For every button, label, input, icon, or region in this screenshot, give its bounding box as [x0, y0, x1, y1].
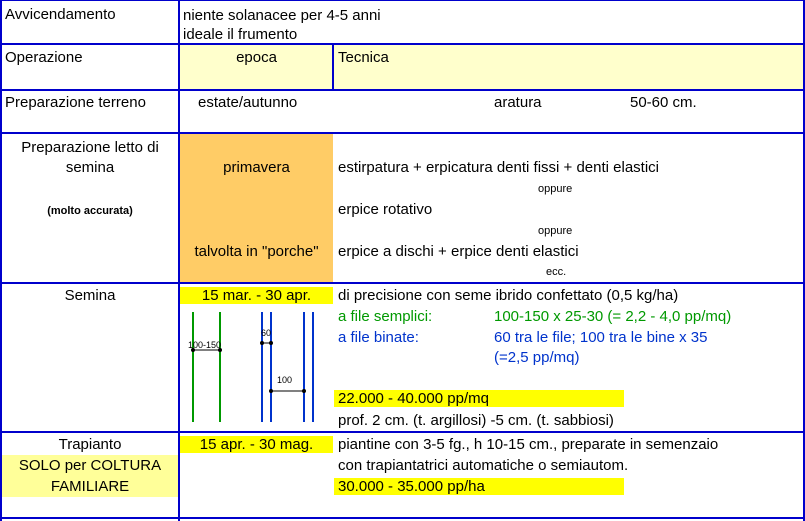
grid-row-4 — [0, 282, 805, 284]
trapianto-epoca: 15 apr. - 30 mag. — [180, 436, 333, 453]
trapianto-label-1: Trapianto — [58, 436, 122, 453]
preparazione-terreno-epoca: estate/autunno — [198, 94, 298, 111]
semina-semplici-value: 100-150 x 25-30 (= 2,2 - 4,0 pp/mq) — [494, 308, 732, 325]
letto-label-1: Preparazione letto di — [21, 139, 159, 156]
letto-tecnica-3: erpice a dischi + erpice denti elastici — [338, 243, 579, 260]
avvicendamento-label: Avvicendamento — [5, 6, 116, 23]
grid-row-2 — [0, 89, 805, 91]
binate-outer-dot-right — [302, 389, 306, 393]
operazione-label: Operazione — [5, 49, 83, 66]
letto-oppure-1: oppure — [538, 183, 573, 195]
preparazione-terreno-tecnica: aratura — [494, 94, 542, 111]
letto-epoca-2: talvolta in "porche" — [194, 243, 319, 260]
tecnica-header: Tecnica — [338, 49, 389, 66]
letto-tecnica-1: estirpatura + erpicatura denti fissi + denti elastici — [338, 159, 659, 176]
trapianto-line-1: piantine con 3-5 fg., h 10-15 cm., preparate in semenzaio — [338, 436, 719, 453]
grid-row-3 — [0, 132, 805, 134]
semina-line-1: di precisione con seme ibrido confettato (0,5 kg/ha) — [338, 287, 679, 304]
epoca-header: epoca — [236, 49, 277, 66]
grid-row-1 — [0, 43, 805, 45]
letto-tecnica-2: erpice rotativo — [338, 201, 433, 218]
grid-row-top — [0, 0, 805, 1]
binate-inner-dot-right — [269, 341, 273, 345]
binate-inner-dot-left — [260, 341, 264, 345]
semina-depth: prof. 2 cm. (t. argillosi) -5 cm. (t. sabbiosi) — [338, 412, 614, 429]
grid-row-6 — [0, 517, 805, 519]
binate-outer-label: 100 — [277, 375, 293, 385]
letto-ecc: ecc. — [546, 266, 567, 278]
binate-outer-dot-left — [269, 389, 273, 393]
tecnica-header-cell — [334, 44, 805, 90]
trapianto-density: 30.000 - 35.000 pp/ha — [334, 478, 624, 495]
semina-label: Semina — [64, 287, 116, 304]
avvicendamento-text-2: ideale il frumento — [183, 26, 298, 43]
grid-row-5 — [0, 431, 805, 433]
trapianto-label-2: SOLO per COLTURA — [18, 457, 162, 474]
binate-inner-label: 60 — [261, 328, 272, 338]
semina-binate-value-2: (=2,5 pp/mq) — [494, 349, 580, 366]
letto-epoca-1: primavera — [223, 159, 290, 176]
semina-density: 22.000 - 40.000 pp/mq — [334, 390, 624, 407]
letto-note: (molto accurata) — [47, 205, 133, 217]
trapianto-label-3: FAMILIARE — [50, 478, 130, 495]
semina-epoca: 15 mar. - 30 apr. — [180, 287, 333, 304]
trapianto-line-2: con trapiantatrici automatiche o semiautom. — [338, 457, 629, 474]
letto-oppure-2: oppure — [538, 225, 573, 237]
sowing-diagram — [180, 304, 330, 426]
semina-binate-label: a file binate: — [338, 329, 419, 346]
semina-semplici-label: a file semplici: — [338, 308, 433, 325]
single-spacing-label: 100-150 — [188, 340, 222, 350]
semina-binate-value-1: 60 tra le file; 100 tra le bine x 35 — [494, 329, 708, 346]
letto-label-2: semina — [65, 159, 115, 176]
preparazione-terreno-label: Preparazione terreno — [5, 94, 146, 111]
avvicendamento-text-1: niente solanacee per 4-5 anni — [183, 7, 381, 24]
preparazione-terreno-depth: 50-60 cm. — [630, 94, 697, 111]
